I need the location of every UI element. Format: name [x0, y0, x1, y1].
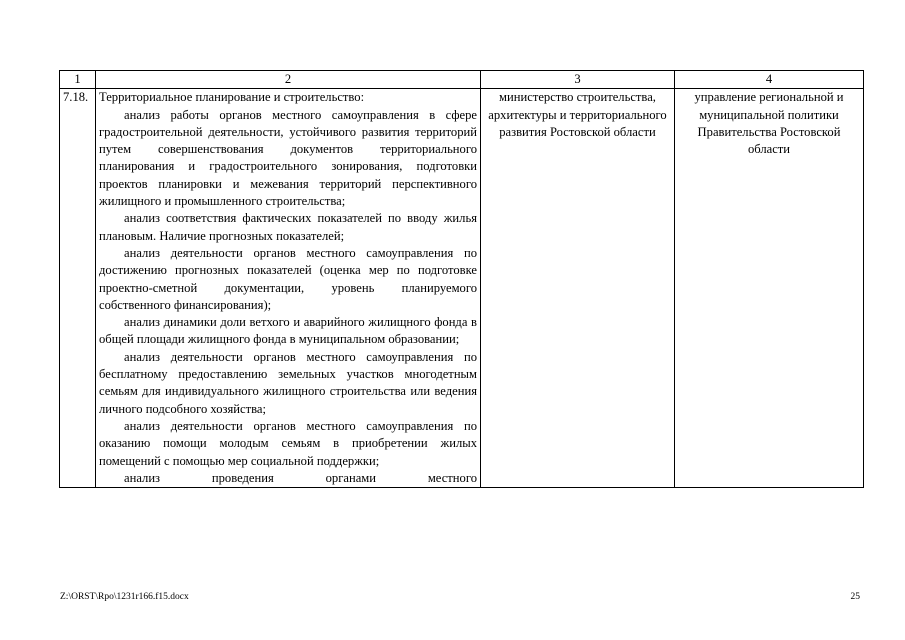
page-number: 25	[850, 592, 860, 602]
table-row	[60, 89, 864, 488]
row-number: 7.18.	[60, 89, 96, 488]
header-cell-2: 2	[96, 71, 481, 89]
paragraph: анализ динамики доли ветхого и аварийного жилищного фонда в общей площади жилищного фонда в муниципальном образовании;	[99, 315, 477, 347]
section-title: Территориальное планирование и строительство:	[99, 90, 365, 105]
file-path: Z:\ORST\Rpo\1231r166.f15.docx	[60, 592, 189, 602]
document-table	[59, 70, 864, 488]
paragraph: анализ проведения органами местного	[124, 470, 477, 485]
paragraph: анализ деятельности органов местного самоуправления по достижению прогнозных показателей (оценка мер по подготовке проектно-сметной документации, уровень планируемого собственного финансирования);	[99, 245, 477, 312]
paragraph: анализ деятельности органов местного самоуправления по оказанию помощи молодым семьям в приобретении жилых помещений с помощью мер социальной поддержки;	[99, 418, 477, 468]
paragraph: анализ соответствия фактических показателей по вводу жилья плановым. Наличие прогнозных показателей;	[99, 211, 477, 243]
header-cell-1: 1	[60, 71, 96, 89]
table-header-row	[60, 71, 864, 89]
header-cell-3: 3	[481, 71, 675, 89]
responsible-ministry: министерство строительства, архитектуры и территориального развития Ростовской области	[481, 89, 675, 488]
paragraph: анализ работы органов местного самоуправления в сфере градостроительной деятельности, устойчивого развития территорий путем совершенствования документов территориального планирования и градостроительного зонирования, подготовки проектов планировки и межевания территорий перспективного жилищного и промышленного строительства;	[99, 107, 477, 209]
responsible-department: управление региональной и муниципальной политики Правительства Ростовской области	[675, 89, 864, 488]
header-cell-4: 4	[675, 71, 864, 89]
row-content	[96, 89, 481, 488]
paragraph: анализ деятельности органов местного самоуправления по бесплатному предоставлению земельных участков многодетным семьям для индивидуального жилищного строительства или ведения личного подсобного хозяйства;	[99, 349, 477, 416]
